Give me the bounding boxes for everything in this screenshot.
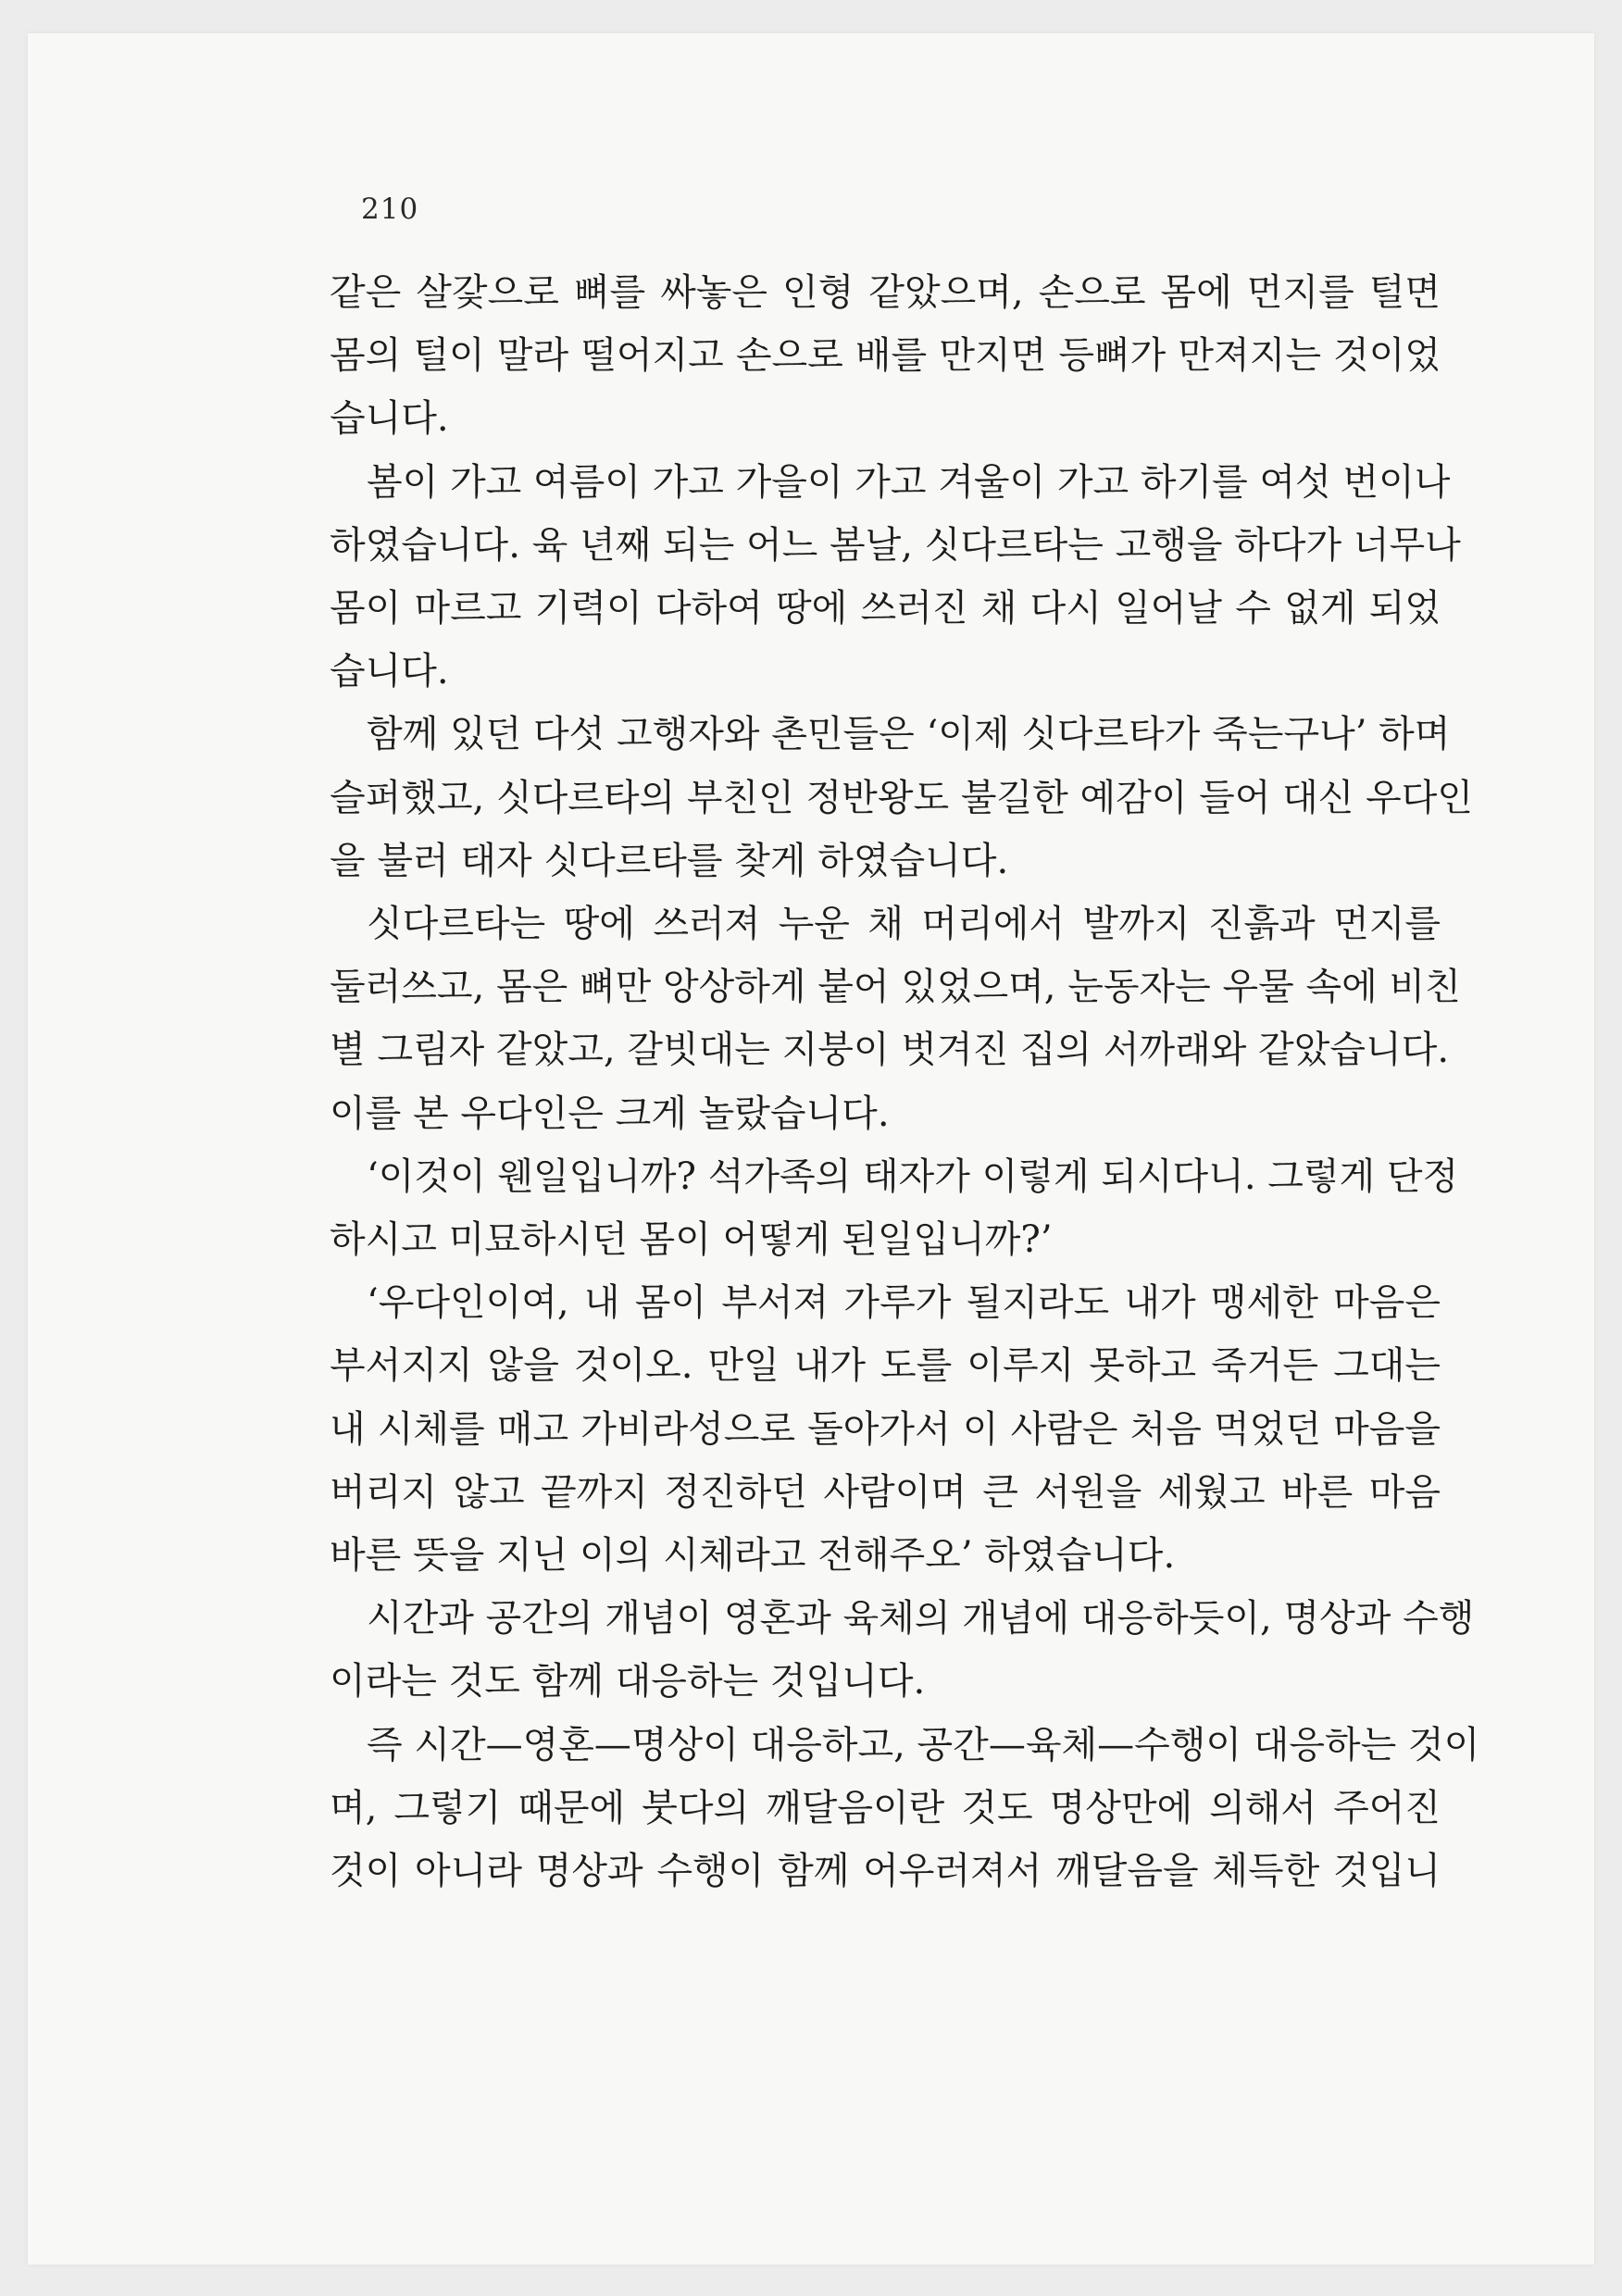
text-line: 싯다르타는 땅에 쓰러져 누운 채 머리에서 발까지 진흙과 먼지를 (367, 903, 1441, 946)
text-line: 함께 있던 다섯 고행자와 촌민들은 ‘이제 싯다르타가 죽는구나’ 하며 (367, 713, 1451, 756)
text-line: 같은 살갗으로 뼈를 싸놓은 인형 같았으며, 손으로 몸에 먼지를 털면 (330, 271, 1441, 314)
text-line: 버리지 않고 끝까지 정진하던 사람이며 큰 서원을 세웠고 바른 마음 (330, 1470, 1441, 1514)
text-line: 둘러쓰고, 몸은 뼈만 앙상하게 붙어 있었으며, 눈동자는 우물 속에 비친 (330, 966, 1461, 1009)
text-line: 몸이 마르고 기력이 다하여 땅에 쓰러진 채 다시 일어날 수 없게 되었 (330, 587, 1441, 630)
paragraph-5 (330, 1145, 1459, 1271)
book-page (28, 33, 1594, 2265)
text-line: 봄이 가고 여름이 가고 가을이 가고 겨울이 가고 하기를 여섯 번이나 (367, 460, 1451, 504)
paragraph-1 (330, 261, 1441, 451)
text-line: 시간과 공간의 개념이 영혼과 육체의 개념에 대응하듯이, 명상과 수행 (367, 1597, 1475, 1641)
text-line: 슬퍼했고, 싯다르타의 부친인 정반왕도 불길한 예감이 들어 대신 우다인 (330, 776, 1473, 819)
text-line: 별 그림자 같았고, 갈빗대는 지붕이 벗겨진 집의 서까래와 같았습니다. (330, 1029, 1450, 1072)
text-line: 몸의 털이 말라 떨어지고 손으로 배를 만지면 등뼈가 만져지는 것이었 (330, 334, 1441, 378)
text-line: 것이 아니라 명상과 수행이 함께 어우러져서 깨달음을 체득한 것입니 (330, 1850, 1441, 1893)
text-line: 며, 그렇기 때문에 붓다의 깨달음이란 것도 명상만에 의해서 주어진 (330, 1786, 1441, 1829)
text-line: 습니다. (330, 397, 449, 441)
text-line: 부서지지 않을 것이오. 만일 내가 도를 이루지 못하고 죽거든 그대는 (330, 1344, 1441, 1388)
paragraph-8 (330, 1714, 1480, 1903)
page-number: 210 (361, 193, 419, 226)
text-line: ‘이것이 웬일입니까? 석가족의 태자가 이렇게 되시다니. 그렇게 단정 (367, 1154, 1459, 1198)
text-line: 바른 뜻을 지닌 이의 시체라고 전해주오’ 하였습니다. (330, 1534, 1176, 1578)
text-line: 하시고 미묘하시던 몸이 어떻게 된일입니까?’ (330, 1218, 1053, 1262)
paragraph-6 (330, 1271, 1441, 1587)
text-line: 습니다. (330, 650, 449, 693)
text-line: 을 불러 태자 싯다르타를 찾게 하였습니다. (330, 839, 1009, 882)
text-line: 이를 본 우다인은 크게 놀랐습니다. (330, 1092, 890, 1135)
text-line: 이라는 것도 함께 대응하는 것입니다. (330, 1660, 926, 1703)
paragraph-7 (330, 1587, 1475, 1713)
paragraph-4 (330, 892, 1461, 1145)
paragraph-3 (330, 703, 1473, 892)
paragraph-2 (330, 451, 1461, 704)
body-text (330, 261, 1480, 1903)
text-line: 내 시체를 매고 가비라성으로 돌아가서 이 사람은 처음 먹었던 마음을 (330, 1407, 1441, 1451)
text-line: 즉 시간—영혼—명상이 대응하고, 공간—육체—수행이 대응하는 것이 (367, 1723, 1480, 1766)
text-line: ‘우다인이여, 내 몸이 부서져 가루가 될지라도 내가 맹세한 마음은 (367, 1281, 1441, 1325)
text-line: 하였습니다. 육 년째 되는 어느 봄날, 싯다르타는 고행을 하다가 너무나 (330, 523, 1461, 567)
